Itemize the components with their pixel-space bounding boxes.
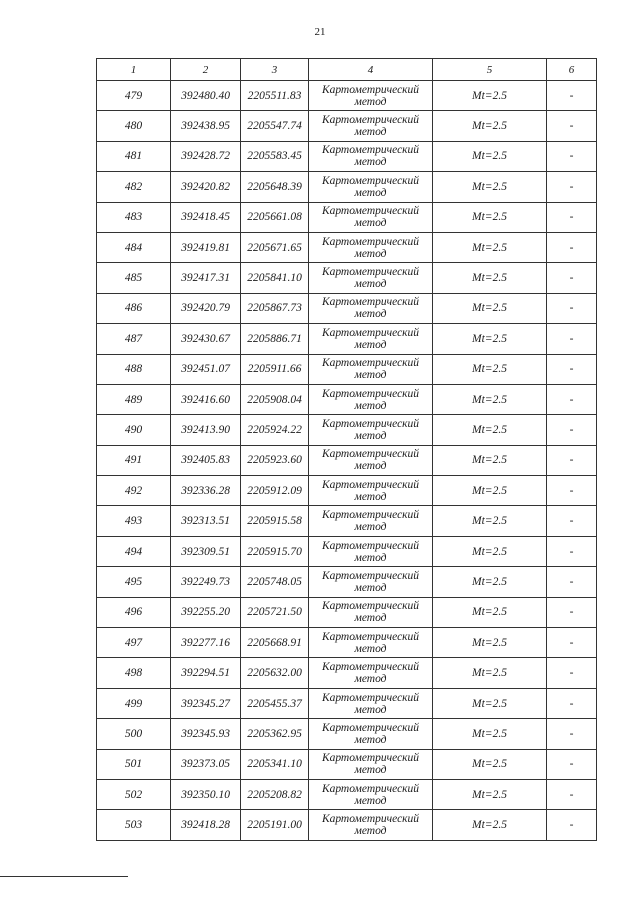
- table-row: [97, 567, 597, 597]
- y-coordinate-cell: 2205362.95: [241, 719, 309, 749]
- table-row: [97, 81, 597, 111]
- method-line-2: метод: [354, 369, 387, 382]
- y-coordinate-cell: 2205721.50: [241, 597, 309, 627]
- note-cell: -: [547, 567, 597, 597]
- point-number-cell: 489: [97, 384, 171, 414]
- method-cell: [309, 202, 433, 232]
- method-line-2: метод: [354, 429, 387, 442]
- method-line-2: метод: [354, 612, 387, 625]
- method-cell: [309, 567, 433, 597]
- accuracy-cell: Mt=2.5: [433, 172, 547, 202]
- method-line-1: Картометрический: [321, 205, 420, 218]
- point-number-cell: 498: [97, 658, 171, 688]
- y-coordinate-cell: 2205924.22: [241, 415, 309, 445]
- method-line-1: Картометрический: [321, 357, 420, 370]
- method-line-2: метод: [354, 733, 387, 746]
- table-row: [97, 232, 597, 262]
- note-cell: -: [547, 263, 597, 293]
- y-coordinate-cell: 2205915.70: [241, 536, 309, 566]
- x-coordinate-cell: 392413.90: [171, 415, 241, 445]
- table-row: [97, 779, 597, 809]
- note-cell: -: [547, 445, 597, 475]
- point-number-cell: 481: [97, 141, 171, 171]
- y-coordinate-cell: 2205908.04: [241, 384, 309, 414]
- accuracy-cell: Mt=2.5: [433, 202, 547, 232]
- method-line-2: метод: [354, 308, 387, 321]
- x-coordinate-cell: 392277.16: [171, 628, 241, 658]
- method-cell: [309, 688, 433, 718]
- method-line-1: Картометрический: [321, 813, 420, 826]
- note-cell: -: [547, 597, 597, 627]
- accuracy-cell: Mt=2.5: [433, 384, 547, 414]
- method-line-2: метод: [354, 703, 387, 716]
- note-cell: -: [547, 719, 597, 749]
- point-number-cell: 491: [97, 445, 171, 475]
- x-coordinate-cell: 392417.31: [171, 263, 241, 293]
- method-line-1: Картометрический: [321, 448, 420, 461]
- method-line-2: метод: [354, 794, 387, 807]
- note-cell: -: [547, 658, 597, 688]
- method-line-2: метод: [354, 581, 387, 594]
- y-coordinate-cell: 2205923.60: [241, 445, 309, 475]
- point-number-cell: 497: [97, 628, 171, 658]
- method-line-2: метод: [354, 338, 387, 351]
- method-cell: [309, 141, 433, 171]
- y-coordinate-cell: 2205912.09: [241, 476, 309, 506]
- method-line-1: Картометрический: [321, 417, 420, 430]
- method-line-2: метод: [354, 551, 387, 564]
- method-line-1: Картометрический: [321, 266, 420, 279]
- method-line-2: метод: [354, 278, 387, 291]
- point-number-cell: 486: [97, 293, 171, 323]
- table-row: [97, 476, 597, 506]
- accuracy-cell: Mt=2.5: [433, 141, 547, 171]
- method-cell: [309, 293, 433, 323]
- table-row: [97, 172, 597, 202]
- method-cell: [309, 415, 433, 445]
- x-coordinate-cell: 392438.95: [171, 111, 241, 141]
- table-row: [97, 445, 597, 475]
- column-header: 2: [171, 59, 241, 81]
- note-cell: -: [547, 354, 597, 384]
- method-cell: [309, 658, 433, 688]
- column-header: 1: [97, 59, 171, 81]
- y-coordinate-cell: 2205208.82: [241, 779, 309, 809]
- x-coordinate-cell: 392255.20: [171, 597, 241, 627]
- table-row: [97, 749, 597, 779]
- table-row: [97, 324, 597, 354]
- coordinates-table: [96, 58, 597, 841]
- method-line-1: Картометрический: [321, 539, 420, 552]
- method-line-2: метод: [354, 156, 387, 169]
- method-line-1: Картометрический: [321, 721, 420, 734]
- accuracy-cell: Mt=2.5: [433, 263, 547, 293]
- x-coordinate-cell: 392309.51: [171, 536, 241, 566]
- point-number-cell: 495: [97, 567, 171, 597]
- note-cell: -: [547, 293, 597, 323]
- method-cell: [309, 810, 433, 840]
- x-coordinate-cell: 392420.82: [171, 172, 241, 202]
- point-number-cell: 493: [97, 506, 171, 536]
- method-line-1: Картометрический: [321, 326, 420, 339]
- x-coordinate-cell: 392336.28: [171, 476, 241, 506]
- method-cell: [309, 749, 433, 779]
- table-row: [97, 263, 597, 293]
- method-line-1: Картометрический: [321, 600, 420, 613]
- y-coordinate-cell: 2205671.65: [241, 232, 309, 262]
- method-cell: [309, 597, 433, 627]
- point-number-cell: 485: [97, 263, 171, 293]
- method-cell: [309, 232, 433, 262]
- y-coordinate-cell: 2205867.73: [241, 293, 309, 323]
- point-number-cell: 501: [97, 749, 171, 779]
- y-coordinate-cell: 2205841.10: [241, 263, 309, 293]
- method-line-1: Картометрический: [321, 296, 420, 309]
- table-row: [97, 141, 597, 171]
- accuracy-cell: Mt=2.5: [433, 476, 547, 506]
- table-row: [97, 415, 597, 445]
- table-row: [97, 354, 597, 384]
- point-number-cell: 503: [97, 810, 171, 840]
- x-coordinate-cell: 392345.93: [171, 719, 241, 749]
- method-cell: [309, 111, 433, 141]
- method-cell: [309, 263, 433, 293]
- note-cell: -: [547, 628, 597, 658]
- method-line-1: Картометрический: [321, 691, 420, 704]
- method-cell: [309, 476, 433, 506]
- table-row: [97, 719, 597, 749]
- method-line-2: метод: [354, 186, 387, 199]
- table-row: [97, 506, 597, 536]
- table-row: [97, 597, 597, 627]
- method-line-2: метод: [354, 673, 387, 686]
- note-cell: -: [547, 536, 597, 566]
- x-coordinate-cell: 392418.28: [171, 810, 241, 840]
- method-cell: [309, 719, 433, 749]
- note-cell: -: [547, 476, 597, 506]
- method-line-2: метод: [354, 642, 387, 655]
- method-line-2: метод: [354, 126, 387, 139]
- note-cell: -: [547, 141, 597, 171]
- table-row: [97, 628, 597, 658]
- x-coordinate-cell: 392313.51: [171, 506, 241, 536]
- x-coordinate-cell: 392428.72: [171, 141, 241, 171]
- accuracy-cell: Mt=2.5: [433, 749, 547, 779]
- x-coordinate-cell: 392405.83: [171, 445, 241, 475]
- note-cell: -: [547, 81, 597, 111]
- accuracy-cell: Mt=2.5: [433, 506, 547, 536]
- column-header: 4: [309, 59, 433, 81]
- note-cell: -: [547, 506, 597, 536]
- method-cell: [309, 384, 433, 414]
- y-coordinate-cell: 2205668.91: [241, 628, 309, 658]
- method-cell: [309, 628, 433, 658]
- x-coordinate-cell: 392419.81: [171, 232, 241, 262]
- method-cell: [309, 172, 433, 202]
- table-row: [97, 111, 597, 141]
- point-number-cell: 490: [97, 415, 171, 445]
- y-coordinate-cell: 2205748.05: [241, 567, 309, 597]
- accuracy-cell: Mt=2.5: [433, 719, 547, 749]
- y-coordinate-cell: 2205191.00: [241, 810, 309, 840]
- accuracy-cell: Mt=2.5: [433, 445, 547, 475]
- x-coordinate-cell: 392345.27: [171, 688, 241, 718]
- note-cell: -: [547, 779, 597, 809]
- note-cell: -: [547, 384, 597, 414]
- accuracy-cell: Mt=2.5: [433, 688, 547, 718]
- method-cell: [309, 445, 433, 475]
- point-number-cell: 479: [97, 81, 171, 111]
- page-number: 21: [314, 26, 326, 38]
- point-number-cell: 496: [97, 597, 171, 627]
- note-cell: -: [547, 232, 597, 262]
- point-number-cell: 500: [97, 719, 171, 749]
- x-coordinate-cell: 392420.79: [171, 293, 241, 323]
- method-line-1: Картометрический: [321, 235, 420, 248]
- note-cell: -: [547, 810, 597, 840]
- method-line-1: Картометрический: [321, 114, 420, 127]
- x-coordinate-cell: 392430.67: [171, 324, 241, 354]
- note-cell: -: [547, 202, 597, 232]
- y-coordinate-cell: 2205583.45: [241, 141, 309, 171]
- method-line-1: Картометрический: [321, 83, 420, 96]
- table-row: [97, 202, 597, 232]
- accuracy-cell: Mt=2.5: [433, 111, 547, 141]
- accuracy-cell: Mt=2.5: [433, 810, 547, 840]
- accuracy-cell: Mt=2.5: [433, 293, 547, 323]
- y-coordinate-cell: 2205915.58: [241, 506, 309, 536]
- point-number-cell: 484: [97, 232, 171, 262]
- method-line-1: Картометрический: [321, 569, 420, 582]
- note-cell: -: [547, 111, 597, 141]
- y-coordinate-cell: 2205632.00: [241, 658, 309, 688]
- accuracy-cell: Mt=2.5: [433, 415, 547, 445]
- x-coordinate-cell: 392249.73: [171, 567, 241, 597]
- table-row: [97, 293, 597, 323]
- method-line-2: метод: [354, 460, 387, 473]
- x-coordinate-cell: 392418.45: [171, 202, 241, 232]
- y-coordinate-cell: 2205911.66: [241, 354, 309, 384]
- column-header: 6: [547, 59, 597, 81]
- point-number-cell: 492: [97, 476, 171, 506]
- method-line-2: метод: [354, 217, 387, 230]
- y-coordinate-cell: 2205341.10: [241, 749, 309, 779]
- method-line-1: Картометрический: [321, 387, 420, 400]
- method-line-2: метод: [354, 95, 387, 108]
- y-coordinate-cell: 2205886.71: [241, 324, 309, 354]
- y-coordinate-cell: 2205511.83: [241, 81, 309, 111]
- method-cell: [309, 354, 433, 384]
- point-number-cell: 499: [97, 688, 171, 718]
- x-coordinate-cell: 392373.05: [171, 749, 241, 779]
- y-coordinate-cell: 2205661.08: [241, 202, 309, 232]
- method-line-1: Картометрический: [321, 782, 420, 795]
- accuracy-cell: Mt=2.5: [433, 81, 547, 111]
- accuracy-cell: Mt=2.5: [433, 536, 547, 566]
- method-line-1: Картометрический: [321, 144, 420, 157]
- y-coordinate-cell: 2205648.39: [241, 172, 309, 202]
- column-header: 5: [433, 59, 547, 81]
- x-coordinate-cell: 392480.40: [171, 81, 241, 111]
- note-cell: -: [547, 172, 597, 202]
- point-number-cell: 480: [97, 111, 171, 141]
- accuracy-cell: Mt=2.5: [433, 232, 547, 262]
- method-line-1: Картометрический: [321, 509, 420, 522]
- accuracy-cell: Mt=2.5: [433, 597, 547, 627]
- method-cell: [309, 81, 433, 111]
- method-cell: [309, 324, 433, 354]
- method-cell: [309, 536, 433, 566]
- note-cell: -: [547, 324, 597, 354]
- method-line-1: Картометрический: [321, 630, 420, 643]
- table-header-row: [97, 59, 597, 81]
- accuracy-cell: Mt=2.5: [433, 779, 547, 809]
- y-coordinate-cell: 2205547.74: [241, 111, 309, 141]
- method-line-1: Картометрический: [321, 478, 420, 491]
- point-number-cell: 482: [97, 172, 171, 202]
- method-line-2: метод: [354, 490, 387, 503]
- method-line-1: Картометрический: [321, 752, 420, 765]
- table-row: [97, 810, 597, 840]
- point-number-cell: 502: [97, 779, 171, 809]
- y-coordinate-cell: 2205455.37: [241, 688, 309, 718]
- accuracy-cell: Mt=2.5: [433, 567, 547, 597]
- method-line-2: метод: [354, 764, 387, 777]
- method-line-1: Картометрический: [321, 661, 420, 674]
- table-body: [97, 81, 597, 841]
- footnote-rule: [0, 876, 128, 877]
- accuracy-cell: Mt=2.5: [433, 628, 547, 658]
- table-row: [97, 688, 597, 718]
- method-cell: [309, 506, 433, 536]
- method-line-1: Картометрический: [321, 174, 420, 187]
- x-coordinate-cell: 392416.60: [171, 384, 241, 414]
- table-row: [97, 384, 597, 414]
- method-line-2: метод: [354, 521, 387, 534]
- method-line-2: метод: [354, 247, 387, 260]
- x-coordinate-cell: 392451.07: [171, 354, 241, 384]
- note-cell: -: [547, 688, 597, 718]
- method-line-2: метод: [354, 399, 387, 412]
- point-number-cell: 487: [97, 324, 171, 354]
- table-row: [97, 536, 597, 566]
- point-number-cell: 494: [97, 536, 171, 566]
- point-number-cell: 488: [97, 354, 171, 384]
- accuracy-cell: Mt=2.5: [433, 354, 547, 384]
- method-cell: [309, 779, 433, 809]
- note-cell: -: [547, 749, 597, 779]
- table-row: [97, 658, 597, 688]
- method-line-2: метод: [354, 825, 387, 838]
- accuracy-cell: Mt=2.5: [433, 658, 547, 688]
- x-coordinate-cell: 392294.51: [171, 658, 241, 688]
- point-number-cell: 483: [97, 202, 171, 232]
- column-header: 3: [241, 59, 309, 81]
- accuracy-cell: Mt=2.5: [433, 324, 547, 354]
- note-cell: -: [547, 415, 597, 445]
- x-coordinate-cell: 392350.10: [171, 779, 241, 809]
